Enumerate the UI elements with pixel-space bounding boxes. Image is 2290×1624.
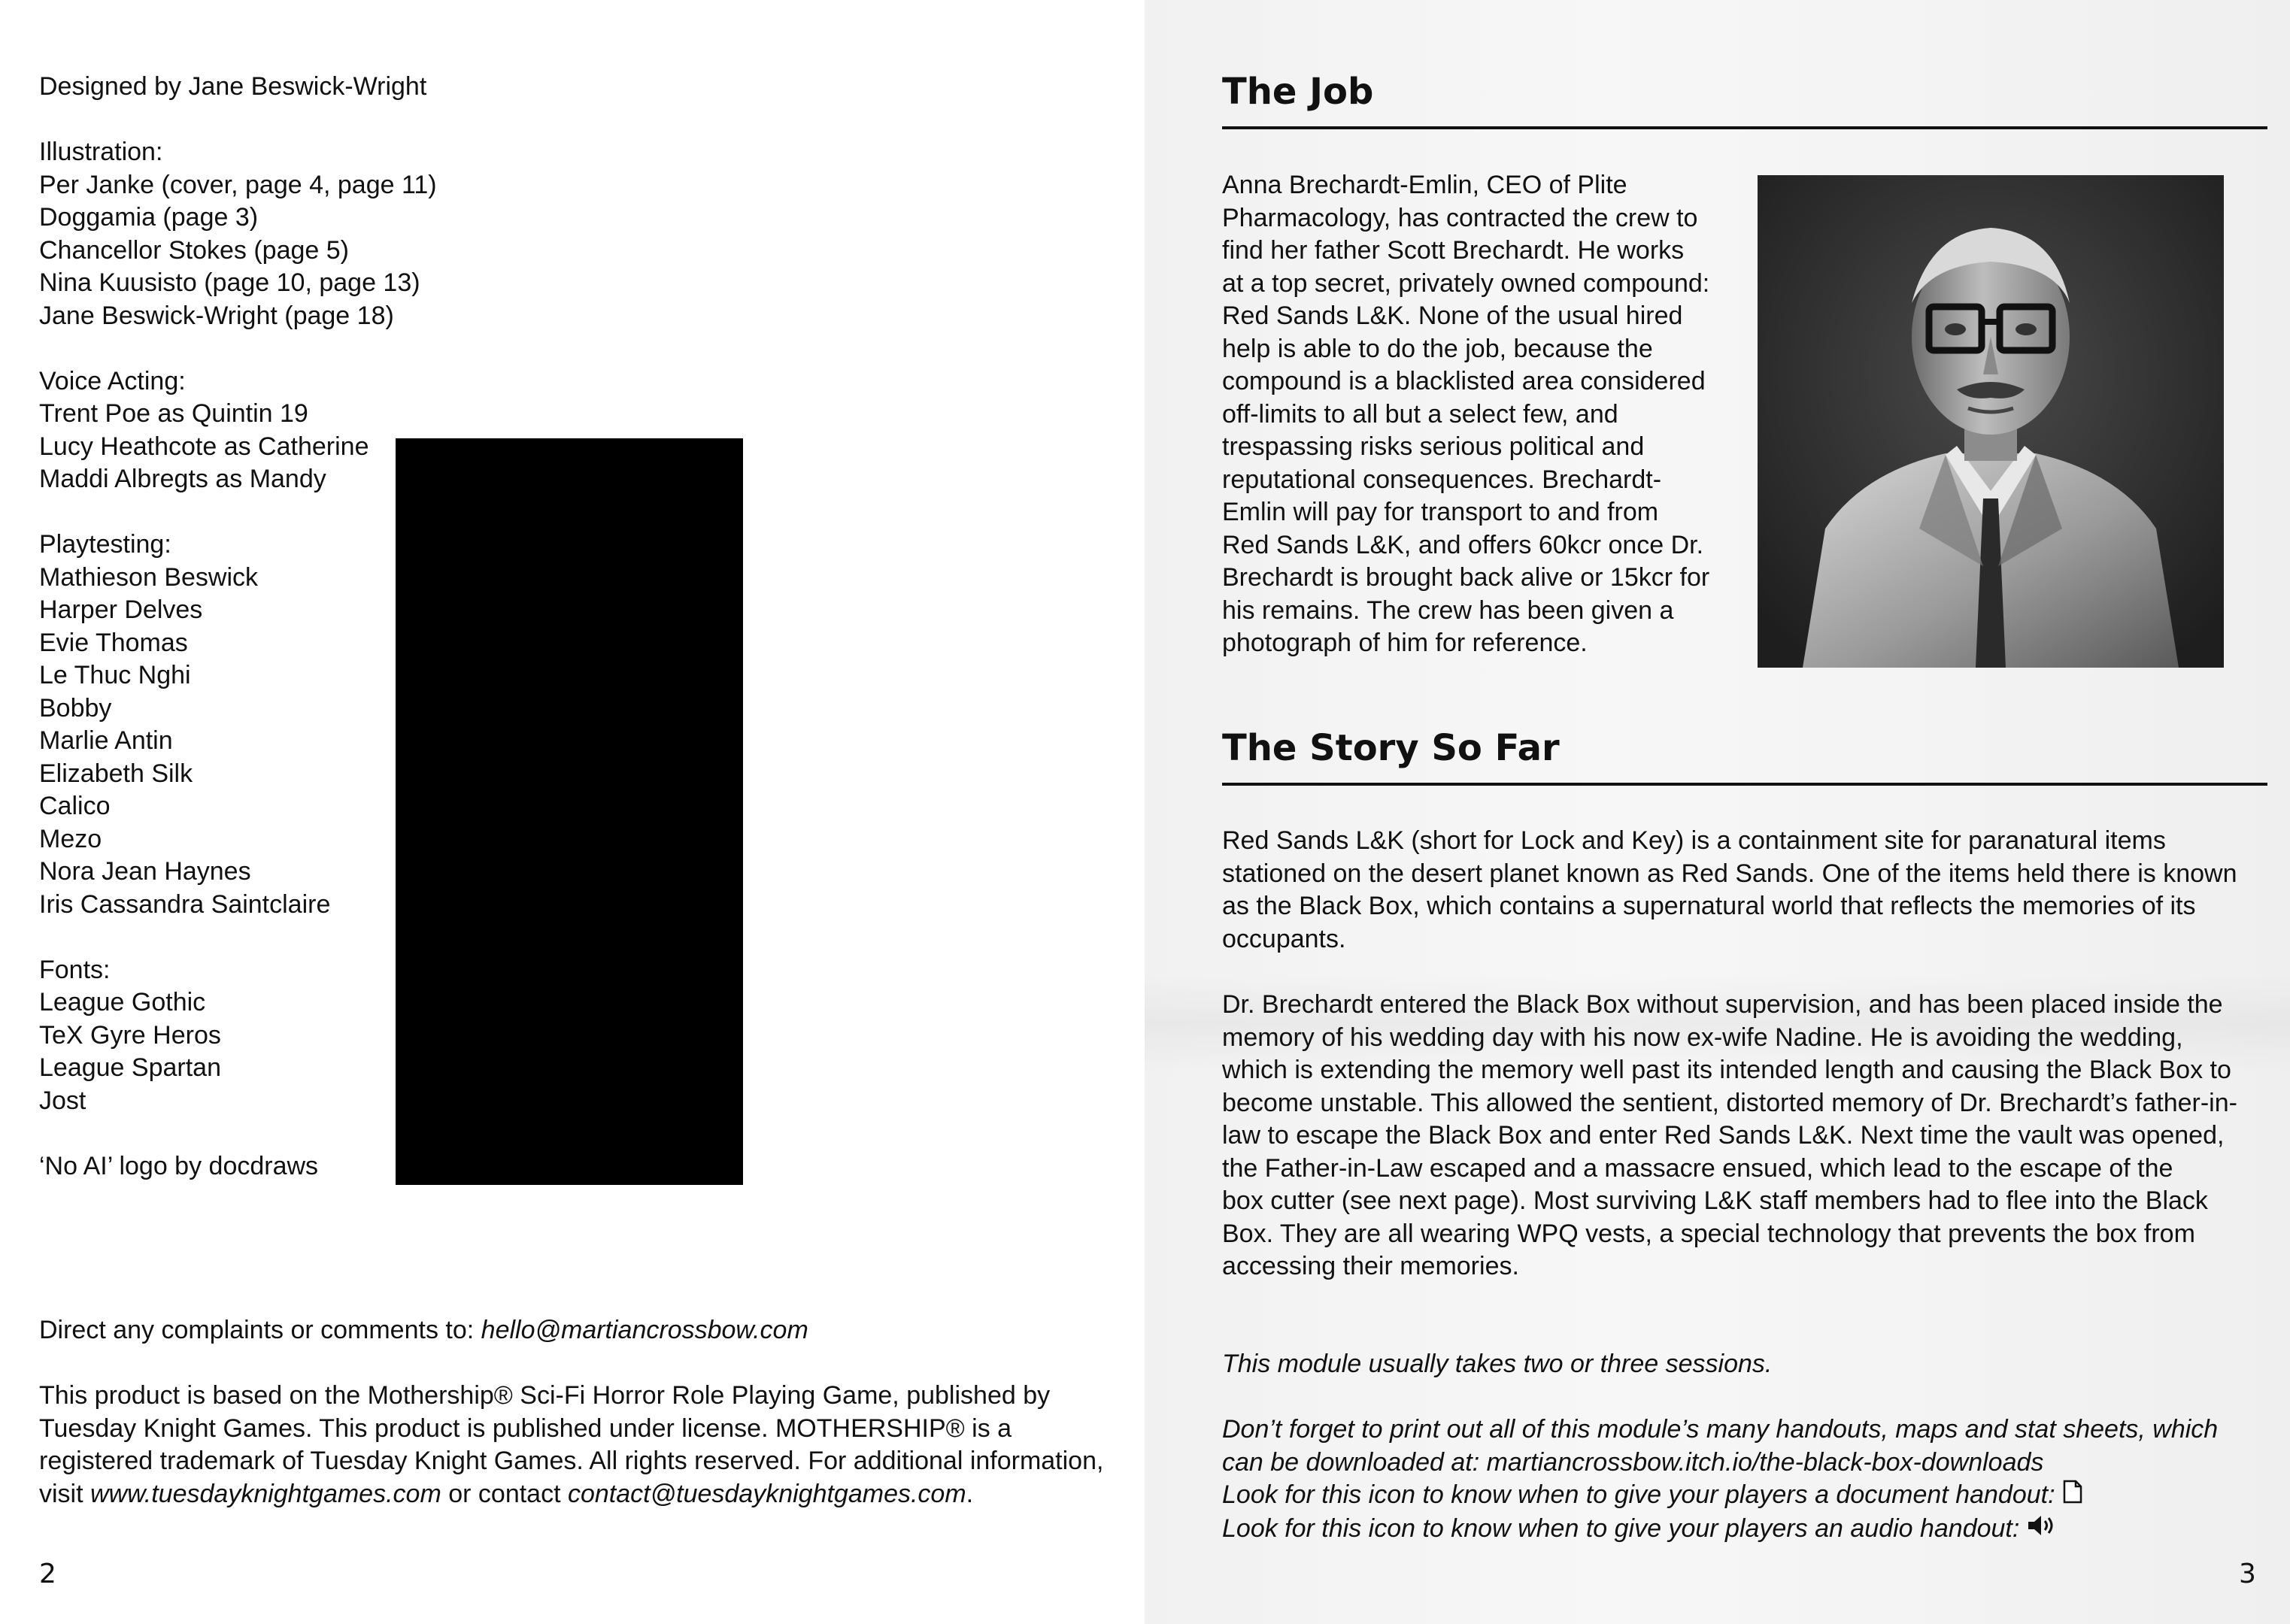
credit-line: Jane Beswick-Wright (page 18) bbox=[39, 301, 394, 330]
credit-line: TeX Gyre Heros bbox=[39, 1020, 221, 1050]
license-text-fragment: visit bbox=[39, 1479, 90, 1508]
publisher-email-link[interactable]: contact@tuesdayknightgames.com bbox=[567, 1479, 966, 1508]
text-line: trespassing risks serious political and bbox=[1222, 432, 1645, 461]
license-line: Tuesday Knight Games. This product is published under license. MOTHERSHIP® is a bbox=[39, 1413, 1012, 1443]
text-line: Red Sands L&K (short for Lock and Key) is a containment site for paranatural items bbox=[1222, 826, 2166, 855]
text-line: reputational consequences. Brechardt- bbox=[1222, 465, 1662, 494]
credit-line: Elizabeth Silk bbox=[39, 759, 193, 788]
publisher-website-link[interactable]: www.tuesdayknightgames.com bbox=[90, 1479, 441, 1508]
job-paragraph bbox=[1222, 169, 1709, 660]
text-line: at a top secret, privately owned compound: bbox=[1222, 268, 1710, 298]
contact-line bbox=[39, 1314, 808, 1347]
license-line bbox=[39, 1478, 1103, 1511]
credit-line: Trent Poe as Quintin 19 bbox=[39, 399, 308, 428]
text-line: the Father-in-Law escaped and a massacre ensued, which lead to the escape of the bbox=[1222, 1153, 2173, 1183]
text-line: off-limits to all but a select few, and bbox=[1222, 399, 1618, 429]
voice-heading: Voice Acting: bbox=[39, 366, 186, 395]
print-note: Don’t forget to print out all of this module’s many handouts, maps and stat sheets, which bbox=[1222, 1415, 2219, 1444]
credit-line: Harper Delves bbox=[39, 595, 203, 624]
text-line: which is extending the memory well past its intended length and causing the Black Box to bbox=[1222, 1056, 2231, 1084]
text-line: Anna Brechardt-Emlin, CEO of Plite bbox=[1222, 171, 1627, 199]
license-text bbox=[39, 1380, 1103, 1510]
license-line: registered trademark of Tuesday Knight Games. All rights reserved. For additional information, bbox=[39, 1447, 1104, 1475]
credit-line: Evie Thomas bbox=[39, 628, 188, 657]
fonts-heading: Fonts: bbox=[39, 955, 111, 984]
credit-line: League Spartan bbox=[39, 1053, 221, 1082]
designer-credit: Designed by Jane Beswick-Wright bbox=[39, 72, 427, 101]
text-line: compound is a blacklisted area considered bbox=[1222, 367, 1706, 395]
playtesting-heading: Playtesting: bbox=[39, 530, 171, 559]
text-line: Red Sands L&K, and offers 60kcr once Dr. bbox=[1222, 530, 1704, 559]
speaker-icon bbox=[2027, 1513, 2057, 1547]
text-line: Dr. Brechardt entered the Black Box without supervision, and has been placed inside the bbox=[1222, 990, 2223, 1019]
credit-line: Lucy Heathcote as Catherine bbox=[39, 432, 369, 461]
document-icon bbox=[2063, 1480, 2082, 1513]
text-line: occupants. bbox=[1222, 924, 1346, 953]
text-line: help is able to do the job, because the bbox=[1222, 334, 1653, 363]
credit-line: Per Janke (cover, page 4, page 11) bbox=[39, 170, 437, 199]
license-line: This product is based on the Mothership® Sci-Fi Horror Role Playing Game, published by bbox=[39, 1381, 1051, 1410]
credit-line: Mezo bbox=[39, 824, 102, 853]
text-line: his remains. The crew has been given a bbox=[1222, 595, 1674, 625]
credit-line: Chancellor Stokes (page 5) bbox=[39, 235, 350, 265]
credit-line: League Gothic bbox=[39, 988, 206, 1017]
page-number-left: 2 bbox=[39, 1559, 56, 1589]
credit-line: Doggamia (page 3) bbox=[39, 203, 259, 232]
document-icon-note-text: Look for this icon to know when to give your players a document handout: bbox=[1222, 1480, 2055, 1509]
text-line: Pharmacology, has contracted the crew to bbox=[1222, 203, 1698, 232]
license-text-fragment: . bbox=[966, 1479, 974, 1508]
credit-line: Nora Jean Haynes bbox=[39, 857, 251, 886]
job-heading: The Job bbox=[1222, 69, 2267, 129]
text-line: Box. They are all wearing WPQ vests, a special technology that prevents the box from bbox=[1222, 1219, 2195, 1248]
story-paragraph-1 bbox=[1222, 825, 2237, 956]
download-link[interactable]: can be downloaded at: martiancrossbow.itch.io/the-black-box-downloads bbox=[1222, 1447, 2044, 1477]
sessions-note: This module usually takes two or three sessions. bbox=[1222, 1350, 1773, 1378]
credit-line: Marlie Antin bbox=[39, 726, 173, 755]
credit-line: Iris Cassandra Saintclaire bbox=[39, 889, 331, 919]
credit-line: Jost bbox=[39, 1086, 86, 1115]
license-text-fragment: or contact bbox=[441, 1479, 568, 1508]
logo-credit: ‘No AI’ logo by docdraws bbox=[39, 1151, 319, 1180]
credit-line: Calico bbox=[39, 792, 111, 820]
text-line: photograph of him for reference. bbox=[1222, 629, 1588, 657]
audio-icon-note bbox=[1222, 1513, 2218, 1547]
text-line: stationed on the desert planet known as Red Sands. One of the items held there is known bbox=[1222, 859, 2237, 888]
illustration-credits bbox=[39, 136, 437, 1183]
illustration-heading: Illustration: bbox=[39, 138, 163, 166]
page-number-right: 3 bbox=[2239, 1559, 2256, 1589]
contact-email-link[interactable]: hello@martiancrossbow.com bbox=[481, 1316, 808, 1344]
story-paragraph-2 bbox=[1222, 989, 2237, 1283]
document-icon-note bbox=[1222, 1479, 2218, 1513]
story-heading: The Story So Far bbox=[1222, 726, 2267, 786]
credit-line: Le Thuc Nghi bbox=[39, 661, 191, 689]
contact-prefix: Direct any complaints or comments to: bbox=[39, 1316, 481, 1344]
redacted-image-block bbox=[396, 438, 743, 1185]
module-notes bbox=[1222, 1348, 2218, 1547]
text-line: Emlin will pay for transport to and from bbox=[1222, 498, 1659, 526]
text-line: accessing their memories. bbox=[1222, 1252, 1519, 1280]
portrait-illustration bbox=[1758, 175, 2224, 668]
text-line: law to escape the Black Box and enter Red Sands L&K. Next time the vault was opened, bbox=[1222, 1121, 2225, 1150]
credit-line: Nina Kuusisto (page 10, page 13) bbox=[39, 268, 420, 297]
text-line: memory of his wedding day with his now ex-wife Nadine. He is avoiding the wedding, bbox=[1222, 1023, 2183, 1052]
text-line: Red Sands L&K. None of the usual hired bbox=[1222, 301, 1683, 330]
text-line: find her father Scott Brechardt. He works bbox=[1222, 236, 1685, 265]
audio-icon-note-text: Look for this icon to know when to give your players an audio handout: bbox=[1222, 1513, 2020, 1543]
credit-line: Maddi Albregts as Mandy bbox=[39, 465, 326, 493]
right-page bbox=[1145, 0, 2290, 1624]
credit-line: Mathieson Beswick bbox=[39, 562, 259, 592]
text-line: become unstable. This allowed the sentient, distorted memory of Dr. Brechardt’s father-in- bbox=[1222, 1088, 2237, 1117]
text-line: Brechardt is brought back alive or 15kcr for bbox=[1222, 563, 1710, 592]
text-line: as the Black Box, which contains a supernatural world that reflects the memories of its bbox=[1222, 892, 2196, 920]
credit-line: Bobby bbox=[39, 693, 112, 723]
text-line: box cutter (see next page). Most surviving L&K staff members had to flee into the Black bbox=[1222, 1186, 2208, 1215]
